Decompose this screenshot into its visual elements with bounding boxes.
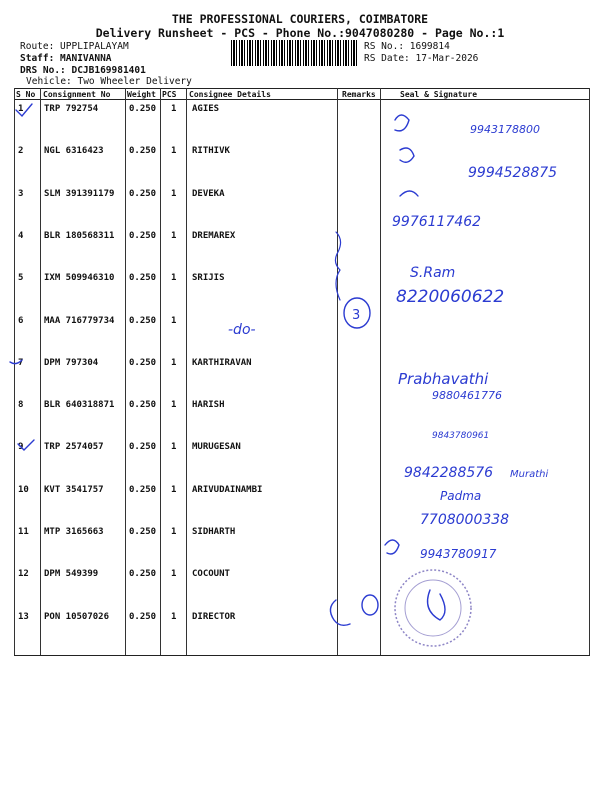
row-sno: 12: [18, 569, 29, 579]
row-consignee-name: HARISH: [192, 400, 225, 410]
row-weight: 0.250: [129, 612, 157, 622]
col-header-remarks: Remarks: [342, 90, 376, 99]
row-weight: 0.250: [129, 189, 157, 199]
row-consignment-no: NGL 6316423: [44, 146, 104, 156]
staff-text: Staff: MANIVANNA: [20, 53, 112, 64]
hw-phone-9: 9842288576: [404, 465, 494, 481]
row-consignee-name: ARIVUDAINAMBI: [192, 485, 263, 495]
row-pcs: 1: [171, 612, 177, 622]
col-divider: [337, 88, 338, 655]
row-consignee-name: SRIJIS: [192, 273, 225, 283]
hw-phone-11: 9943780917: [420, 547, 497, 561]
row-consignment-no: TRP 792754: [44, 104, 99, 114]
row-consignment-no: DPM 549399: [44, 569, 99, 579]
row-pcs: 1: [171, 316, 177, 326]
table-bottom-border: [14, 655, 590, 656]
row-sno: 6: [18, 316, 24, 326]
row-pcs: 1: [171, 485, 177, 495]
col-header-weight: Weight: [127, 90, 156, 99]
remarks-circle-mark: [344, 298, 370, 328]
row-weight: 0.250: [129, 442, 157, 452]
route-text: Route: UPPLIPALAYAM: [20, 41, 129, 52]
rubber-stamp-inner: [405, 580, 461, 636]
row-pcs: 1: [171, 442, 177, 452]
row-weight: 0.250: [129, 231, 157, 241]
row-weight: 0.250: [129, 358, 157, 368]
row-sno: 10: [18, 485, 29, 495]
row-pcs: 1: [171, 400, 177, 410]
row-consignee-name: RITHIVK: [192, 146, 230, 156]
runsheet-subtitle: Delivery Runsheet - PCS - Phone No.:9047080280 - Page No.:1: [95, 26, 505, 40]
row-pcs: 1: [171, 231, 177, 241]
hw-phone-1: 9943178800: [470, 123, 540, 136]
row-sno: 8: [18, 400, 24, 410]
row-consignee-name: SIDHARTH: [192, 527, 236, 537]
row-pcs: 1: [171, 527, 177, 537]
row-consignment-no: DPM 797304: [44, 358, 99, 368]
col-divider: [380, 88, 381, 655]
hw-name-7: Prabhavathi: [398, 370, 489, 388]
row-sno: 4: [18, 231, 24, 241]
row-pcs: 1: [171, 358, 177, 368]
hw-phone-8: 9843780961: [432, 431, 490, 441]
vehicle-text: Vehicle: Two Wheeler Delivery: [26, 76, 192, 87]
row-consignment-no: MAA 716779734: [44, 316, 115, 326]
rs-date: RS Date: 17-Mar-2026: [364, 53, 479, 64]
row-consignee-name: KARTHIRAVAN: [192, 358, 252, 368]
barcode-image: [231, 40, 359, 66]
rs-number: RS No.: 1699814: [364, 41, 450, 52]
col-header-pcs: PCS: [162, 90, 177, 99]
col-divider: [14, 88, 15, 655]
row-weight: 0.250: [129, 527, 157, 537]
col-header-signature: Seal & Signature: [400, 90, 478, 99]
row-consignment-no: KVT 3541757: [44, 485, 104, 495]
col-divider: [160, 88, 161, 655]
col-divider: [589, 88, 590, 655]
row-consignee-name: AGIES: [192, 104, 220, 114]
row-pcs: 1: [171, 146, 177, 156]
row-pcs: 1: [171, 569, 177, 579]
row-consignment-no: SLM 391391179: [44, 189, 115, 199]
hw-name-10: Padma: [440, 489, 482, 503]
company-title: THE PROFESSIONAL COURIERS, COIMBATORE: [171, 12, 429, 26]
hw-ditto-6: -do-: [228, 322, 256, 338]
row-weight: 0.250: [129, 146, 157, 156]
hw-phone-3: 9976117462: [392, 214, 482, 230]
row-weight: 0.250: [129, 316, 157, 326]
row-consignee-name: DREMAREX: [192, 231, 236, 241]
row-consignment-no: BLR 640318871: [44, 400, 115, 410]
hw-circle-number: 3: [352, 308, 361, 323]
drs-number: DRS No.: DCJB169981401: [20, 65, 146, 76]
row-weight: 0.250: [129, 273, 157, 283]
row-sno: 3: [18, 189, 24, 199]
row-sno: 7: [18, 358, 24, 368]
row-consignee-name: MURUGESAN: [192, 442, 241, 452]
row-sno: 1: [18, 104, 24, 114]
hw-phone-2: 9994528875: [468, 165, 558, 181]
hw-phone-5: 8220060622: [396, 287, 505, 307]
rubber-stamp: [395, 570, 471, 646]
hw-name-9: Murathi: [510, 469, 549, 480]
row-consignee-name: DEVEKA: [192, 189, 225, 199]
row-sno: 13: [18, 612, 29, 622]
row-weight: 0.250: [129, 485, 157, 495]
row-pcs: 1: [171, 189, 177, 199]
row-consignment-no: PON 10507026: [44, 612, 110, 622]
row-sno: 5: [18, 273, 24, 283]
row-consignment-no: BLR 180568311: [44, 231, 115, 241]
row-sno: 11: [18, 527, 29, 537]
row-consignee-name: COCOUNT: [192, 569, 230, 579]
col-divider: [40, 88, 41, 655]
table-header-border: [14, 99, 590, 100]
row-pcs: 1: [171, 104, 177, 114]
row-weight: 0.250: [129, 104, 157, 114]
row-consignment-no: TRP 2574057: [44, 442, 104, 452]
row-consignment-no: IXM 509946310: [44, 273, 115, 283]
row-consignee-name: DIRECTOR: [192, 612, 236, 622]
row-weight: 0.250: [129, 400, 157, 410]
hw-phone-7: 9880461776: [432, 389, 502, 402]
hw-name-5: S.Ram: [410, 265, 456, 281]
table-top-border: [14, 88, 590, 89]
col-header-consignee: Consignee Details: [189, 90, 271, 99]
col-divider: [186, 88, 187, 655]
row-pcs: 1: [171, 273, 177, 283]
row-consignment-no: MTP 3165663: [44, 527, 104, 537]
col-header-sno: S No: [16, 90, 36, 99]
col-divider: [125, 88, 126, 655]
row-sno: 2: [18, 146, 24, 156]
hw-phone-10: 7708000338: [420, 512, 510, 528]
row-sno: 9: [18, 442, 24, 452]
col-header-consignment: Consignment No: [43, 90, 111, 99]
row-weight: 0.250: [129, 569, 157, 579]
